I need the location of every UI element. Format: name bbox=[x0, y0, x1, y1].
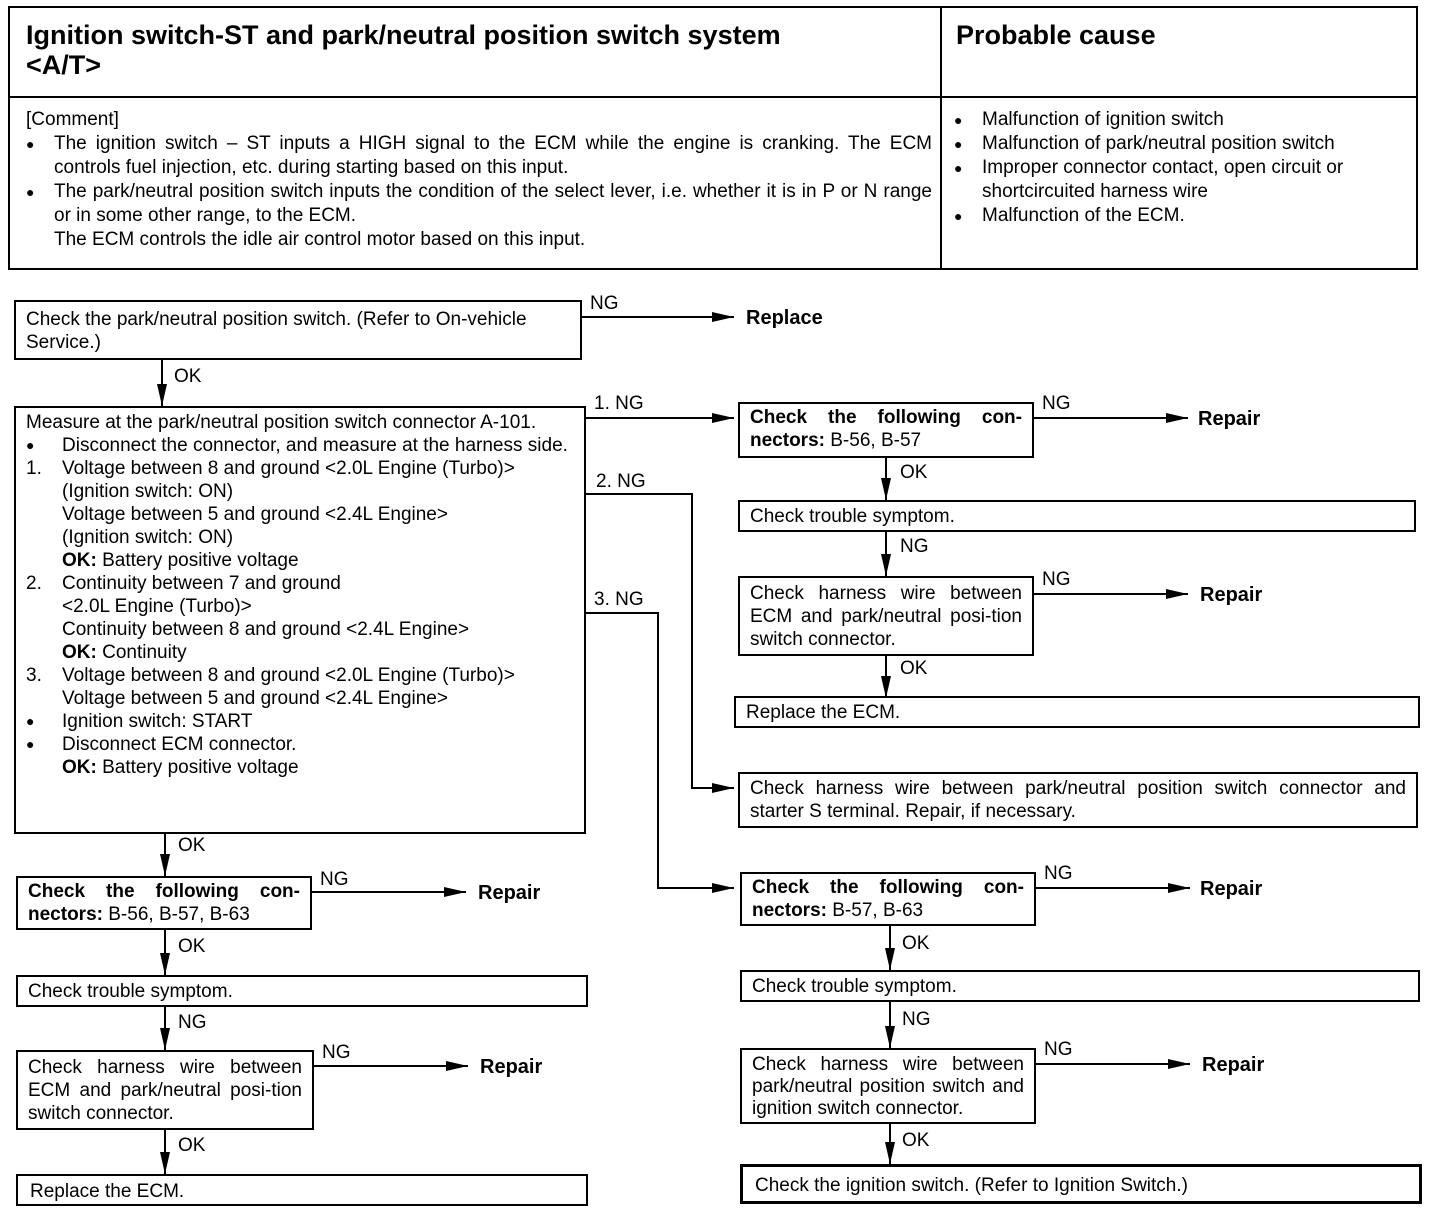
item-number: 2. bbox=[26, 573, 42, 594]
r3-check-symptom: Check trouble symptom. bbox=[740, 970, 1420, 1002]
connectors-label: Check the following con-nectors: bbox=[750, 407, 1022, 451]
label-2ng: 2. NG bbox=[596, 471, 646, 492]
label-ng: NG bbox=[1042, 393, 1071, 414]
label-ng: NG bbox=[900, 536, 929, 557]
r1-check-symptom: Check trouble symptom. bbox=[738, 500, 1416, 532]
label-ok: OK bbox=[178, 835, 206, 856]
r1-check-connectors bbox=[738, 402, 1034, 458]
result-repair: Repair bbox=[1198, 408, 1261, 430]
result-repair: Repair bbox=[1200, 878, 1263, 900]
connectors-ids: B-57, B-63 bbox=[832, 900, 924, 921]
item-text: Voltage between 8 and ground <2.0L Engine (Turbo)> bbox=[62, 458, 515, 479]
ok-value: Continuity bbox=[102, 642, 187, 663]
result-repair: Repair bbox=[1200, 584, 1263, 606]
step-check-pn-switch: Check the park/neutral position switch. (Refer to On-vehicle Service.) bbox=[14, 300, 582, 360]
item-ok bbox=[26, 549, 574, 572]
item-text: (Ignition switch: ON) bbox=[62, 481, 234, 502]
connectors-label: Check the following con-nectors: bbox=[28, 881, 300, 925]
r1-replace-ecm: Replace the ECM. bbox=[734, 696, 1420, 728]
label-ng: NG bbox=[1044, 1039, 1073, 1060]
l-check-symptom: Check trouble symptom. bbox=[16, 975, 588, 1007]
item-text: Voltage between 5 and ground <2.4L Engine> bbox=[62, 688, 448, 709]
measure-bullet: ● Disconnect ECM connector. bbox=[26, 733, 574, 756]
label-ok: OK bbox=[902, 933, 930, 954]
label-ng: NG bbox=[322, 1042, 351, 1063]
arrow-2ng bbox=[586, 494, 734, 788]
arrow-3ng bbox=[586, 613, 734, 888]
item-number: 3. bbox=[26, 665, 42, 686]
label-ok: OK bbox=[900, 462, 928, 483]
probable-cause-title: Probable cause bbox=[956, 20, 1156, 50]
ok-label: OK: bbox=[62, 642, 97, 663]
item-text: <2.0L Engine (Turbo)> bbox=[62, 596, 252, 617]
item-ok bbox=[26, 756, 574, 779]
item-text: Continuity between 8 and ground <2.4L Engine> bbox=[62, 619, 470, 640]
r3-check-ignition-switch: Check the ignition switch. (Refer to Ignition Switch.) bbox=[740, 1164, 1422, 1204]
label-ok: OK bbox=[178, 1135, 206, 1156]
item-text: Voltage between 8 and ground <2.0L Engine (Turbo)> bbox=[62, 665, 515, 686]
label-ng: NG bbox=[590, 293, 619, 314]
measure-item-2 bbox=[26, 572, 574, 595]
label-ng: NG bbox=[320, 869, 349, 890]
measure-item-3 bbox=[26, 664, 574, 687]
item-number: 1. bbox=[26, 458, 42, 479]
r3-check-harness: Check harness wire between park/neutral position switch and ignition switch connector. bbox=[740, 1048, 1036, 1124]
label-1ng: 1. NG bbox=[594, 393, 644, 414]
connectors-label: Check the following con-nectors: bbox=[752, 877, 1024, 921]
r2-check-harness-starter: Check harness wire between park/neutral position switch connector and starter S terminal. Repair, if necessary. bbox=[738, 772, 1418, 828]
item-text: (Ignition switch: ON) bbox=[62, 527, 234, 548]
r1-check-harness: Check harness wire between ECM and park/neutral posi-tion switch connector. bbox=[738, 576, 1034, 656]
measure-bullet bbox=[26, 434, 574, 457]
connectors-ids: B-56, B-57, B-63 bbox=[108, 904, 250, 925]
cause-item: ● Malfunction of ignition switch bbox=[954, 108, 1408, 132]
ok-value: Battery positive voltage bbox=[102, 550, 299, 571]
l-check-connectors bbox=[16, 876, 312, 930]
cause-item: ● Improper connector contact, open circuit or shortcircuited harness wire bbox=[954, 156, 1408, 204]
measure-bullet: ● Ignition switch: START bbox=[26, 710, 574, 733]
label-ng: NG bbox=[1042, 569, 1071, 590]
measure-bullet-text: Disconnect the connector, and measure at the harness side. bbox=[62, 435, 568, 456]
connectors-ids: B-56, B-57 bbox=[830, 430, 922, 451]
step-measure-connector bbox=[14, 406, 586, 834]
ok-value: Battery positive voltage bbox=[102, 757, 299, 778]
r3-check-connectors bbox=[740, 872, 1036, 926]
comment-extra: The ECM controls the idle air control motor based on this input. bbox=[54, 229, 586, 250]
measure-item-1 bbox=[26, 457, 574, 480]
l-replace-ecm: Replace the ECM. bbox=[16, 1174, 588, 1206]
label-ok: OK bbox=[900, 658, 928, 679]
label-ok: OK bbox=[178, 936, 206, 957]
cause-item: ● Malfunction of the ECM. bbox=[954, 204, 1408, 228]
ok-label: OK: bbox=[62, 757, 97, 778]
label-ok: OK bbox=[902, 1130, 930, 1151]
result-repair: Repair bbox=[478, 882, 541, 904]
measure-intro: Measure at the park/neutral position switch connector A-101. bbox=[26, 412, 537, 433]
comment-label: [Comment] bbox=[26, 109, 119, 130]
item-ok bbox=[26, 641, 574, 664]
cause-item: ● Malfunction of park/neutral position switch bbox=[954, 132, 1408, 156]
result-replace: Replace bbox=[746, 307, 823, 329]
label-ng: NG bbox=[902, 1009, 931, 1030]
comment-item: ● The ignition switch – ST inputs a HIGH signal to the ECM while the engine is cranking. The ECM controls fuel injection, etc. during starting based on this input. bbox=[26, 132, 932, 180]
item-text: Continuity between 7 and ground bbox=[62, 573, 341, 594]
result-repair: Repair bbox=[480, 1056, 543, 1078]
label-3ng: 3. NG bbox=[594, 589, 644, 610]
item-text: Voltage between 5 and ground <2.4L Engine> bbox=[62, 504, 448, 525]
label-ng: NG bbox=[1044, 863, 1073, 884]
title-line-1: Ignition switch-ST and park/neutral position switch system bbox=[26, 20, 781, 50]
title-line-2: <A/T> bbox=[26, 50, 102, 80]
l-check-harness: Check harness wire between ECM and park/neutral posi-tion switch connector. bbox=[16, 1050, 314, 1130]
comment-item: ● The park/neutral position switch inputs the condition of the select lever, i.e. whether it is in P or N range or in some other range, to the ECM. bbox=[26, 180, 932, 228]
result-repair: Repair bbox=[1202, 1054, 1265, 1076]
label-ng: NG bbox=[178, 1012, 207, 1033]
ok-label: OK: bbox=[62, 550, 97, 571]
label-ok: OK bbox=[174, 366, 202, 387]
